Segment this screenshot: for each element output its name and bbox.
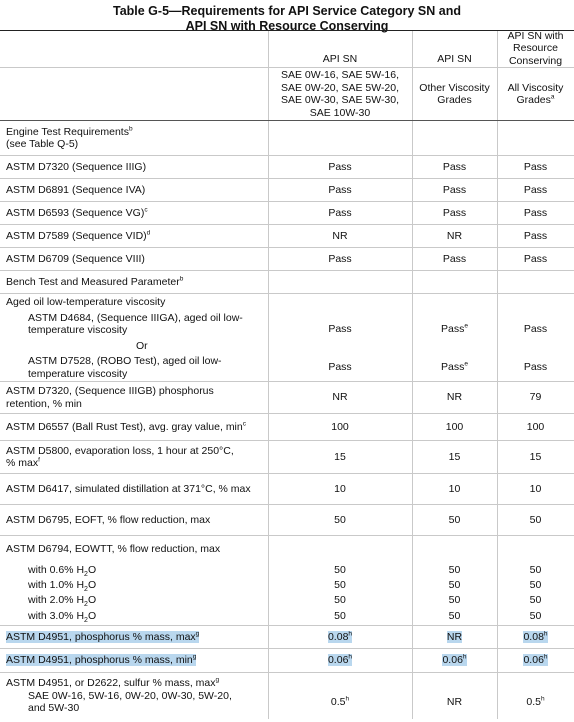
table-row: with 0.6% $H_2O$ 50 50 50 bbox=[28, 564, 542, 579]
table-row: ASTM D7528, (ROBO Test), aged oil low- temperature viscosity Pass Pass$^e$ Pass bbox=[0, 354, 574, 382]
eowtt-heading: ASTM D6794, EOWTT, % flow reduction, max bbox=[6, 543, 221, 556]
table-row: ASTM D6417, simulated distillation at 371°C, % max 10 10 10 bbox=[0, 474, 574, 505]
table-row: ASTM D6593 (Sequence VG)$^c$ Pass Pass Pass bbox=[0, 202, 574, 225]
table-row: ASTM D4684, (Sequence IIIGA), aged oil low- temperature viscosity Pass Pass$^e$ Pass bbox=[28, 311, 548, 336]
requirements-table bbox=[0, 30, 574, 719]
section-heading-bench: Bench Test and Measured Parameter$^b$ bbox=[0, 271, 574, 294]
table-row: ASTM D7589 (Sequence VID)$^d$ NR NR Pass bbox=[0, 225, 574, 248]
table-row-sulfur: ASTM D4951, or D2622, sulfur % mass, $\max^g$ SAE 0W-16, 5W-16, 0W-20, 0W-30, 5W-20, and 5W-30 0.5$^h$ NR 0.5$^h$ bbox=[6, 676, 545, 714]
table-row: with 1.0% $H_2O$ 50 50 50 bbox=[28, 579, 542, 594]
grades-other: Other Viscosity Grades bbox=[419, 81, 490, 106]
table-row: ASTM D6557 (Ball Rust Test), avg. gray value, $\min^c$ 100 100 100 bbox=[0, 414, 574, 441]
grades-api-sn: SAE 0W-16, SAE 5W-16, SAE 0W-20, SAE 5W-20, SAE 0W-30, SAE 5W-30, SAE 10W-30 bbox=[280, 69, 400, 119]
section-heading-engine: Engine Test Requirements$^b$ (see Table Q-5) bbox=[0, 121, 574, 156]
or-separator: Or bbox=[136, 339, 148, 352]
column-header-api-sn-rc: API SN with Resource Conserving bbox=[507, 29, 564, 67]
table-title-line-2: API SN with Resource Conserving bbox=[185, 19, 389, 33]
column-header-api-sn-other: API SN bbox=[437, 52, 472, 65]
table-row-phosphorus-min: ASTM D4951, phosphorus % mass, $\min^g$ 0.06$^h$ 0.06$^h$ 0.06$^h$ bbox=[0, 649, 574, 673]
column-header-api-sn: API SN bbox=[322, 52, 358, 65]
table-row: ASTM D6795, EOFT, % flow reduction, max 50 50 50 bbox=[0, 505, 574, 536]
table-title bbox=[0, 0, 574, 33]
table-title-line-1: Table G-5—Requirements for API Service Category SN and bbox=[112, 4, 461, 18]
table-row: ASTM D7320, (Sequence IIIGB) phosphorus retention, % min NR NR 79 bbox=[0, 382, 574, 414]
table-row: with 3.0% $H_2O$ 50 50 50 bbox=[0, 608, 574, 626]
table-row: ASTM D6891 (Sequence IVA) Pass Pass Pass bbox=[0, 179, 574, 202]
grades-row bbox=[0, 68, 574, 121]
table-row: ASTM D7320 (Sequence IIIG) Pass Pass Pass bbox=[0, 156, 574, 179]
table-row: with 2.0% $H_2O$ 50 50 50 bbox=[28, 594, 542, 609]
grades-all: All Viscosity Grades$^a$ bbox=[507, 81, 564, 106]
column-header-row bbox=[0, 31, 574, 68]
aged-oil-heading: Aged oil low-temperature viscosity bbox=[6, 295, 166, 308]
table-row: ASTM D6709 (Sequence VIII) Pass Pass Pass bbox=[0, 248, 574, 271]
table-row: ASTM D5800, evaporation loss, 1 hour at 250°C, % $\max^f$ 15 15 15 bbox=[0, 441, 574, 474]
table-row-phosphorus-max: ASTM D4951, phosphorus % mass, $\max^g$ 0.08$^h$ NR 0.08$^h$ bbox=[0, 626, 574, 649]
